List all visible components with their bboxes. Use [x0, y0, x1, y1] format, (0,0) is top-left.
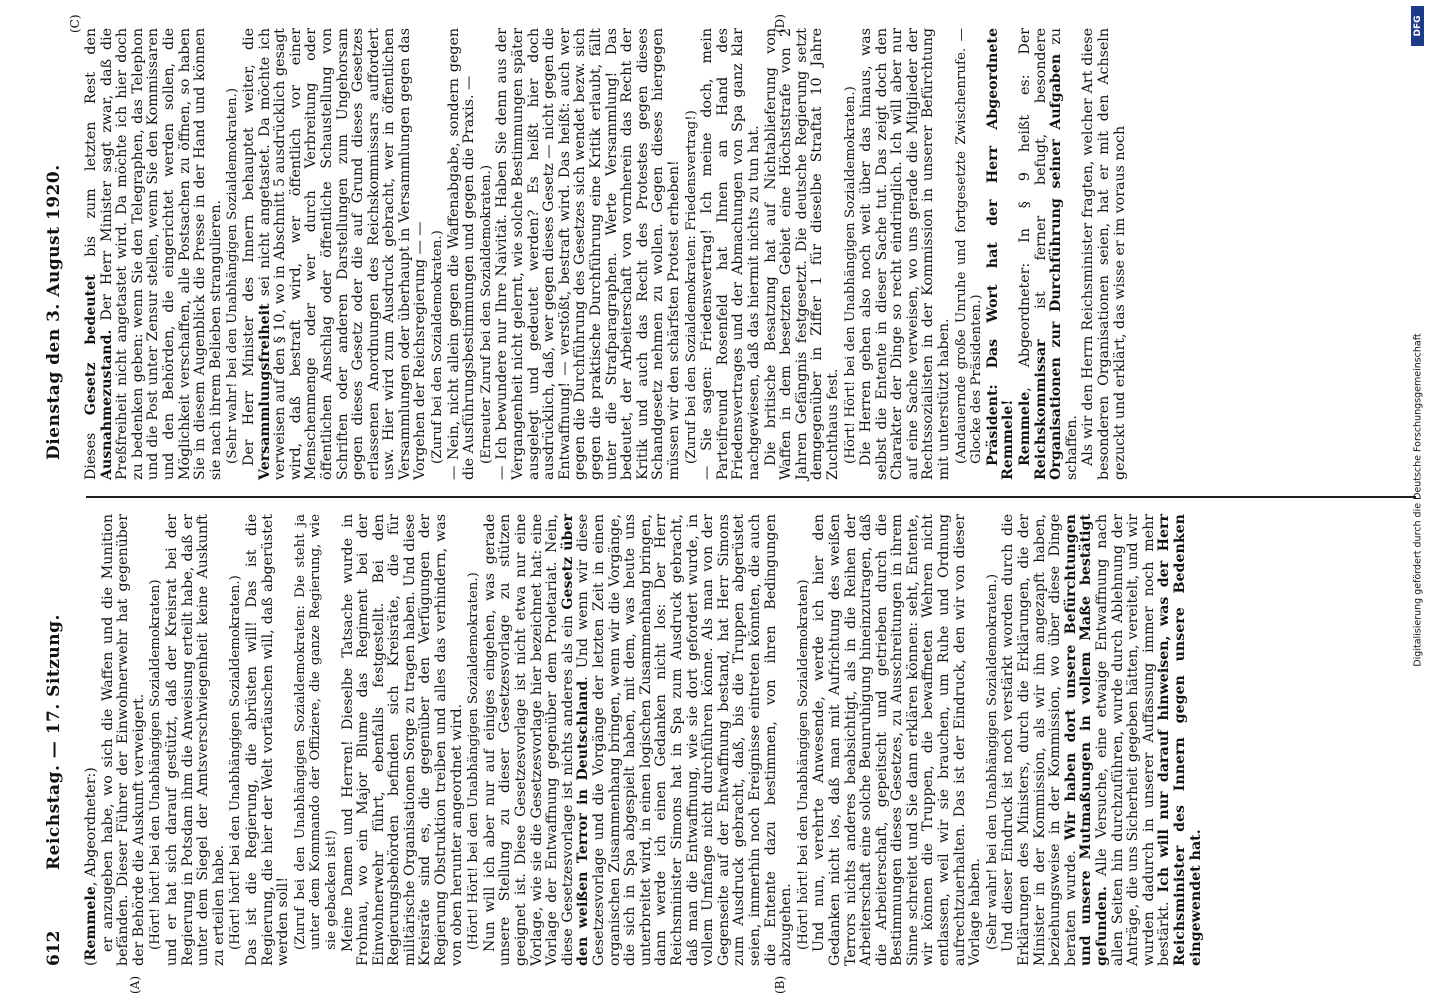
margin-marker-a: (A) — [128, 975, 142, 994]
right-paragraph: Dieses Gesetz bedeutet bis zum letzten Rest den Ausnahmezustand. Der Herr Minister sagt zwar, daß die Preßfreiheit nicht angetastet wird. Da möchte ich hier doch zu bedenken geben: wenn Sie den Telegraphen, das Telephon und die Post unter Zensur stellen, wenn Sie den Kommissaren und den Behörden, die eingerichtet werden sollen, die Möglichkeit verschaffen, alle Postsachen zu öffnen, so haben Sie in diesem Augenblick die Presse in der Hand und können sie nach ihrem Belieben strangulieren. — [83, 28, 224, 480]
text-column-left — [84, 514, 1205, 966]
margin-marker-d: (D) — [773, 14, 787, 33]
right-interjection: (Sehr wahr! bei den Unabhängigen Sozialdemokraten.) — [225, 87, 241, 464]
right-paragraph: Der Herr Minister des Innern behauptet weiter, die Versammlungsfreiheit sei nicht angetastet. Da möchte ich verweisen auf den § 10, wo in Abschnitt 5 ausdrücklich gesagt wird, daß bestraft wird, wer öffentlich vor einer Menschenmenge oder wer durch Verbreitung oder öffentlichen Anschlag oder öffentliche Schaustellung von Schriften oder anderen Darstellungen zum Ungehorsam gegen dieses Gesetz oder die auf Grund dieses Gesetzes erlassenen Anordnungen des Reichskommissars auffordert usw. Hier wird zum Ausdruck gebracht, wer in öffentlichen Versammlungen oder überhaupt in Versammlungen gegen das Vorgehen der Reichsregierung — — — [240, 28, 429, 480]
right-paragraph: Präsident: Das Wort hat der Herr Abgeordnete Remmele! — [984, 27, 1017, 480]
left-paragraph: Und nun, verehrte Anwesende, werde ich hier den Gedanken nicht los, daß man mit Aufrichtung des weißen Terrors nichts anderes beabsichtigt, als in die Reihen der Arbeiterschaft eine solche Beunruhigung hineinzutragen, daß die Arbeiterschaft, gepeitscht und getrieben durch die Bestimmungen dieses Gesetzes, zu Ausschreitungen in ihrem Sinne schreitet und Sie dann erklären können: seht, Entente, wir können die Truppen, die bewaffneten Wehren nicht entlassen, weil wir sie brauchen, um Ruhe und Ordnung aufrechtzuerhalten. Das ist der Eindruck, den wir von dieser Vorlage haben. — [811, 514, 984, 966]
left-interjection: (Zuruf bei den Unabhängigen Sozialdemokraten: Die steht ja unter dem Kommando der Offiziere, die ganze Regierung, wie sie gebacken ist!) — [292, 514, 339, 950]
right-interjection: (Hört! Hört! bei den Unabhängigen Sozialdemokraten.) — [842, 86, 858, 464]
right-paragraph: — Nein, nicht allein gegen die Waffenabgabe, sondern gegen die Ausführungsbestimmungen und gegen die Praxis. — — [445, 28, 478, 480]
left-paragraph: Meine Damen und Herren! Dieselbe Tatsache wurde in Frohnau, wo ein Major Blume das Regiment bei der Einwohnerwehr führt, ebenfalls festgestellt. Bei den Regierungsbehörden befinden sich Kreisräte, die für militärische Organisationen Sorge zu tragen haben. Und diese Kreisräte sind es, die gegenüber den Verfügungen der Regierung Obstruktion treiben und alles das verhindern, was von oben herunter angeordnet wird. — [339, 514, 465, 966]
column-divider — [86, 497, 1416, 499]
right-interjection: (Zuruf bei den Sozialdemokraten.) — [430, 230, 446, 464]
left-interjection: (Hört! hört! bei den Unabhängigen Sozialdemokraten) — [795, 579, 811, 950]
page-number: 612 — [44, 930, 64, 966]
left-interjection: (Sehr wahr! bei den Unabhängigen Sozialdemokraten.) — [984, 573, 1000, 950]
left-paragraph: Das ist die Regierung, die abrüsten will! Das ist die Regierung, die hier der Welt vortäuschen will, daß abgerüstet werden soll! — [243, 514, 292, 966]
left-interjection: (Hört! hört! bei den Unabhängigen Sozialdemokraten.) — [228, 575, 244, 950]
left-paragraph: (Remmele, Abgeordneter:) — [83, 767, 99, 966]
left-interjection: (Hört! Hört! bei den Unabhängigen Sozialdemokraten.) — [466, 572, 482, 950]
right-interjection: (Erneuter Zuruf bei den Sozialdemokraten.) — [478, 164, 494, 464]
left-interjection: (Hört! hört! bei den Unabhängigen Sozialdemokraten) — [148, 579, 164, 950]
right-paragraph: Als wir den Herrn Reichsminister fragten, welcher Art diese besonderen Organisationen seien, hat er mit den Achseln gezuckt und erklärt, das wisse er im voraus noch — [1080, 28, 1128, 480]
text-column-right — [84, 28, 1129, 480]
left-paragraph: Nun will ich aber nur auf einiges eingehen, was gerade unsere Stellung zu dieser Gesetzesvorlage zu stützen geeignet ist. Diese Gesetzesvorlage ist nicht etwa nur eine Vorlage, wie sie die Gesetzesvorlage hier bezeichnet hat: eine Vorlage der Entwaffnung gegenüber dem Proletariat. Nein, diese Gesetzesvorlage ist nichts anderes als ein Gesetz über den weißen Terror in Deutschland. Und wenn wir diese Gesetzesvorlage und die Vorgänge der letzten Zeit in einen organischen Zusammenhang bringen, wenn wir die Vorgänge, die sich in Spa abgespielt haben, mit dem, was heute uns unterbreitet wird, in einen logischen Zusammenhang bringen, dann werde ich einen Gedanken nicht los: Der Herr Reichsminister Simons hat in Spa zum Ausdruck gebracht, daß man die Entwaffnung, wie sie dort gefordert wurde, in vollem Umfange nicht durchführen könne. Als man von der Gegenseite auf der Entwaffnung bestand, hat Herr Simons zum Ausdruck gebracht, daß, bis die Truppen abgerüstet seien, immerhin noch Ereignisse eintreten könnten, die auch die Entente dazu bestimmen, von ihren Bedingungen abzugehen. — [481, 514, 795, 966]
page-content — [38, 10, 1428, 994]
right-paragraph: Die Herren gehen also noch weit über das hinaus, was selbst die Entente in dieser Sache tut. Das zeigt doch den Charakter der Dinge so recht eindringlich. Ich will aber nur auf eine Sache verweisen, wo uns gerade die Mitglieder der Rechtssozialisten in der Kommission in unserer Befürchtung mit unterstützt haben. — [858, 28, 953, 480]
left-paragraph: und er hat sich darauf gestützt, daß der Kreisrat bei der Regierung in Potsdam ihm die Anweisung erteilt habe, daß er unter dem Siegel der Amtsverschwiegenheit keine Auskunft zu erteilen habe. — [163, 514, 227, 966]
digitization-note: Digitalisierung gefördert durch die Deutsche Forschungsgemeinschaft — [1412, 333, 1424, 667]
header-left: Reichstag. — 17. Sitzung. — [44, 614, 64, 870]
right-interjection: (Andauernde große Unruhe und fortgesetzte Zwischenrufe. — Glocke des Präsidenten.) — [953, 28, 985, 464]
right-paragraph: Remmele, Abgeordneter: In § 9 heißt es: Der Reichskommissar ist ferner befugt, besondere Organisationen zur Durchführung seiner Aufgaben zu schaffen. — [1017, 27, 1080, 480]
right-interjection: (Zuruf bei den Sozialdemokraten: Friedensvertrag!) — [683, 110, 699, 464]
dfg-logo: DFG — [1411, 6, 1424, 46]
left-paragraph: Und dieser Eindruck ist noch verstärkt worden durch die Erklärungen des Ministers, durch die Erklärungen, die der Minister in der Kommission, als wir ihn angezapft haben, beziehungsweise in der Kommission, wo über diese Dinge beraten wurde. Wir haben dort unsere Befürchtungen und unsere Mutmaßungen in vollem Maße bestätigt gefunden. Alle Versuche, eine etwaige Entwaffnung nach allen Seiten hin durchzuführen, wurde durch Ablehnung der Anträge, die uns Sicherheit gegeben hätten, vereitelt, und wir wurden dadurch in unserer Auffassung immer noch mehr bestärkt. Ich will nur darauf hinweisen, was der Herr Reichsminister des Innern gegen unsere Bedenken eingewendet hat. — [1000, 514, 1204, 966]
margin-marker-c: (C) — [68, 14, 82, 33]
right-paragraph: — Sie sagen: Friedensvertrag! Ich meine doch, mein Parteifreund Rosenfeld hat Ihnen an Hand des Friedensvertrages und der Abmachungen von Spa ganz klar nachgewiesen, daß das hiermit nichts zu tun hat. — [699, 28, 762, 480]
margin-marker-b: (B) — [773, 975, 787, 994]
left-paragraph: er anzugeben habe, wo sich die Waffen und die Munition befänden. Dieser Führer der Einwohnerwehr hat gegenüber der Behörde die Auskunft verweigert. — [99, 514, 147, 966]
right-paragraph: — Ich bewundere nur Ihre Naivität. Haben Sie denn aus der Vergangenheit nicht gelernt, wie solche Bestimmungen später ausgelegt und gedeutet werden? Es heißt hier doch ausdrücklich, daß, wer gegen dieses Gesetz — nicht gegen die Entwaffnung! — verstößt, bestraft wird. Das heißt: auch wer gegen die Durchführung des Gesetzes sich wendet bezw. sich gegen die praktische Durchführung eine Kritik erlaubt, fällt unter die Strafparagraphen. Werte Versammlung! Das bedeutet, der Arbeiterschaft von vornherein das Recht der Kritik und auch das Recht des Protestes gegen dieses Schandgesetz nehmen zu wollen. Gegen dieses hiergegen müssen wir den schärfsten Protest erheben! — [494, 28, 682, 480]
right-paragraph: Die britische Besatzung hat auf Nichtablieferung von Waffen in dem besetzten Gebiet eine Höchststrafe von 2 Jahren Gefängnis festgesetzt. Die deutsche Regierung setzt demgegenüber in Ziffer 1 für dieselbe Straftat 10 Jahre Zuchthaus fest. — [762, 28, 841, 480]
running-header — [38, 10, 78, 970]
header-right: Dienstag den 3. August 1920. — [44, 164, 64, 460]
